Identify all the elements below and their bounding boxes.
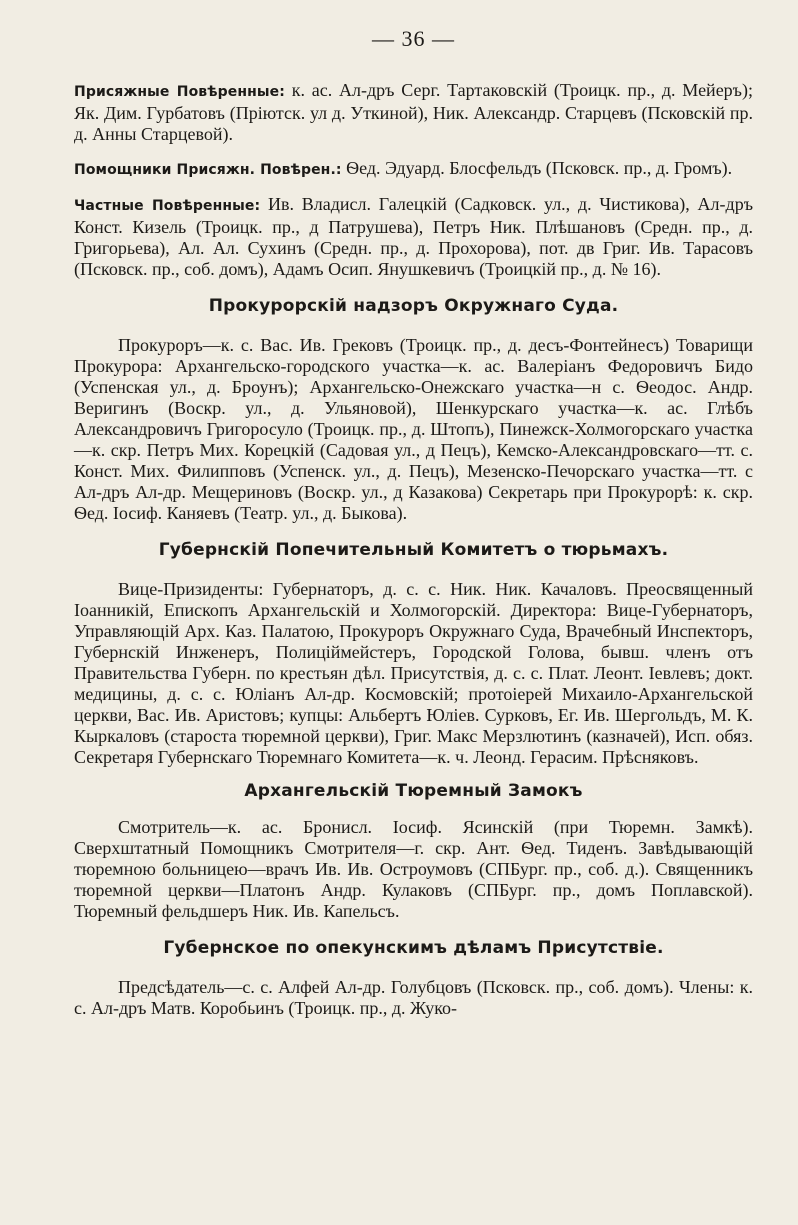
- section-heading: Архангельскій Тюремный Замокъ: [244, 781, 583, 801]
- section-prison-castle: [74, 781, 753, 922]
- intro-section: [74, 80, 753, 280]
- run-in-label: Присяжные Повѣренные:: [74, 84, 285, 100]
- section-prosecutor: [74, 296, 753, 524]
- section-heading: Губернскій Попечительный Комитетъ о тюрьмахъ.: [158, 540, 669, 560]
- section-heading: Губернское по опекунскимъ дѣламъ Присутствіе.: [163, 938, 664, 958]
- section-paragraph: Вице-Призиденты: Губернаторъ, д. с. с. Ник. Ник. Качаловъ. Преосвященный Іоанникій, Епископъ Архангельскій и Холмогорскій. Директора: Вице-Губернаторъ, Управляющій Арх. Каз. Палатою, Прокуроръ Окружнаго Суда, Врачебный Инспекторъ, Губернскій Инженеръ, Полиціймейстеръ, Городской Голова, бывш. членъ отъ Правительства Губерн. по крестьян дѣл. Присутствія, д. с. с. Плат. Леонт. Іевлевъ; докт. медицины, д. с. с. Юліанъ Ал-др. Космовскій; протоіерей Михаило-Архангельской церкви, Вас. Ив. Аристовъ; купцы: Альбертъ Юліев. Сурковъ, Ег. Ив. Шергольдъ, М. К. Кыркаловъ (староста тюремной церкви), Григ. Макс Мерзлютинъ (казначей), Исп. обяз. Секретаря Губернскаго Тюремнаго Комитета—к. ч. Леонд. Герасим. Прѣсняковъ.: [74, 579, 753, 767]
- section-prison-committee: [74, 540, 753, 768]
- paragraph-text: Ив. Владисл. Галецкій (Садковск. ул., д. Чистикова), Ал-дръ Конст. Кизель (Троицк. пр., д Патрушева), Петръ Ник. Плѣшановъ (Средн. пр., д. Григорьева), Ал. Ал. Сухинъ (Средн. пр., д. Прохорова), пот. дв Григ. Ив. Тарасовъ (Псковск. пр., соб. домъ), Адамъ Осип. Янушкевичъ (Троицкій пр., д. № 16).: [74, 194, 754, 279]
- paragraph-assistant-attorneys: [74, 158, 753, 181]
- section-paragraph: Смотритель—к. ас. Бронисл. Іосиф. Ясинскій (при Тюремн. Замкѣ). Сверхштатный Помощникъ Смотрителя—г. скр. Ант. Ѳед. Тиденъ. Завѣдывающій тюремною больницею—врачъ Ив. Ив. Остроумовъ (СПБург. пр., соб. д.). Священникъ тюремной церкви—Платонъ Андр. Кулаковъ (СПБург. пр., домъ Поплавской). Тюремный фельдшеръ Ник. Ив. Капельсъ.: [74, 817, 753, 921]
- paragraph-text: к. ас. Ал-дръ Серг. Тартаковскій (Троицк. пр., д. Мейеръ); Як. Дим. Гурбатовъ (Пріютск. ул д. Уткиной), Ник. Александр. Старцевъ (Псковскій пр. д. Анны Старцевой).: [74, 80, 753, 144]
- paragraph-private-attorneys: [74, 194, 753, 280]
- paragraph-sworn-attorneys: [74, 80, 753, 145]
- section-heading: Прокурорскій надзоръ Окружнаго Суда.: [208, 296, 619, 316]
- section-guardianship: [74, 938, 753, 1019]
- run-in-label: Частные Повѣренные:: [74, 198, 261, 214]
- page-number: — 36 —: [372, 26, 455, 51]
- run-in-label: Помощники Присяжн. Повѣрен.:: [74, 162, 342, 178]
- section-paragraph: Прокуроръ—к. с. Вас. Ив. Грековъ (Троицк. пр., д. десъ-Фонтейнесъ) Товарищи Прокурора: Архангельско-городского участка—к. ас. Валеріанъ Федоровичъ Бидо (Успенская ул., д. Броунъ); Архангельско-Онежскаго участка—н с. Ѳеодос. Андр. Веригинъ (Воскр. ул., д. Ульяновой), Шенкурскаго участка—к. ас. Глѣбъ Александровичъ Григоросуло (Троицк. пр., д. Штопъ), Пинежск-Холмогорскаго участка—к. скр. Петръ Мих. Корецкій (Садовая ул., д Пецъ), Кемско-Александровскаго—тт. с. Конст. Мих. Филипповъ (Успенск. ул., д. Пецъ), Мезенско-Печорскаго участка—тт. с Ал-дръ Ал-др. Мещериновъ (Воскр. ул., д Казакова) Секретарь при Прокурорѣ: к. скр. Ѳед. Іосиф. Каняевъ (Театр. ул., д. Быкова).: [74, 335, 753, 523]
- paragraph-text: Ѳед. Эдуард. Блосфельдъ (Псковск. пр., д. Громъ).: [341, 158, 733, 178]
- section-paragraph: Предсѣдатель—с. с. Алфей Ал-др. Голубцовъ (Псковск. пр., соб. домъ). Члены: к. с. Ал-дръ Матв. Коробьинъ (Троицк. пр., д. Жуко-: [74, 977, 753, 1018]
